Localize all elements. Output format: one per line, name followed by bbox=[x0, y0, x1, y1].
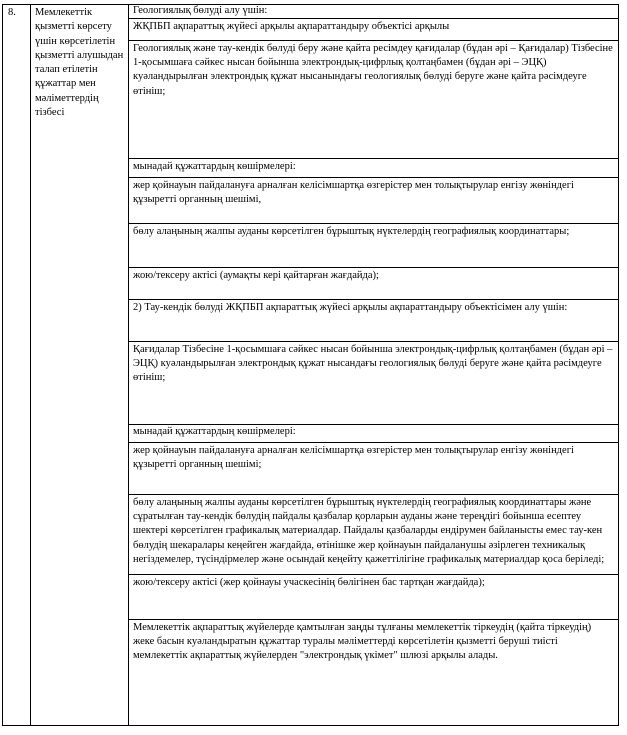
content-cell: Мемлекеттік ақпараттық жүйелерде қамтылған заңды тұлғаны мемлекеттік тіркеудің (қайта тіркеудің) жеке басын куәландыратын құжаттар туралы мәліметтерді көрсетілетін қызметті беруші тиісті мемлекеттік ақпараттық жүйелерден "электрондық үкімет" шлюзі арқылы алады. bbox=[133, 622, 592, 662]
row-number-cell: 8. bbox=[3, 5, 31, 725]
content-cell: бөлу алаңының жалпы ауданы көрсетілген бұрыштық нүктелердің географиялық координаттары және сұратылған тау-кендік бөлудің пайдалы қазбалар қорларын ауданы және тереңдігі бойынша есептеу шектері көрсетілген графикалық материалдар. Пайдалы қазбаларды ендірумен байланысты емес тау-кен бөлудің шекаралары кеңейген жағдайда, өтінішке жер қойнауын пайдаланушы әзірлеген техникалық негіздемелер, түсіндірмелер және осындай кеңейту қажеттілігіне графикалық материалдар қоса беріледі; bbox=[129, 495, 618, 575]
content-cell: бөлу алаңының жалпы ауданы көрсетілген бұрыштық нүктелердің географиялық координаттары; bbox=[129, 224, 618, 268]
content-cell: жер қойнауын пайдалануға арналған келісімшартқа өзгерістер мен толықтырулар енгізу жөніндегі құзыретті органның шешімі; bbox=[129, 443, 618, 495]
content-cell: Геологиялық және тау-кендік бөлуді беру және қайта ресімдеу қағидалар (бұдан әрі – Қағидалар) Тізбесіне 1-қосымшаға сәйкес нысан бойынша электрондық-цифрлық қолтаңбамен (бұдан әрі – ЭЦҚ) куәландырылған электрондық құжат нысанындағы геологиялық бөлуді беруге және қайта рәсімдеуге өтініш; bbox=[129, 41, 618, 159]
row-label-cell: Мемлекеттік қызметті көрсету үшін көрсетілетін қызметті алушыдан талап етілетін құжаттар мен мәліметтердің тізбесі bbox=[31, 5, 129, 725]
content-cell: жою/тексеру актісі (аумақты кері қайтарған жағдайда); bbox=[129, 268, 618, 300]
content-cell: мынадай құжаттардың көшірмелері: bbox=[129, 159, 618, 178]
content-cell: жер қойнауын пайдалануға арналған келісімшартқа өзгерістер мен толықтырулар енгізу жөніндегі құзыретті органның шешімі, bbox=[129, 178, 618, 224]
content-cell: мынадай құжаттардың көшірмелері: bbox=[129, 425, 618, 443]
content-cell: Геологиялық бөлуді алу үшін: bbox=[129, 5, 618, 19]
content-column bbox=[129, 5, 618, 725]
content-cell: ЖҚПБП ақпараттық жүйесі арқылы ақпараттандыру объектісі арқылы bbox=[129, 19, 618, 41]
services-table-row-8 bbox=[2, 4, 619, 726]
content-cell: Қағидалар Тізбесіне 1-қосымшаға сәйкес нысан бойынша электрондық-цифрлық қолтаңбамен (бұдан әрі – ЭЦҚ) куәландырылған электрондық құжат нысандағы геологиялық бөлуді беруге және қайта рәсімдеуге өтініш; bbox=[129, 342, 618, 425]
content-cell: 2) Тау-кендік бөлуді ЖҚПБП ақпараттық жүйесі арқылы ақпараттандыру объектісімен алу үшін: bbox=[129, 300, 618, 342]
content-cell: жою/тексеру актісі (жер қойнауы учаскесінің бөлігінен бас тартқан жағдайда); bbox=[129, 575, 618, 620]
